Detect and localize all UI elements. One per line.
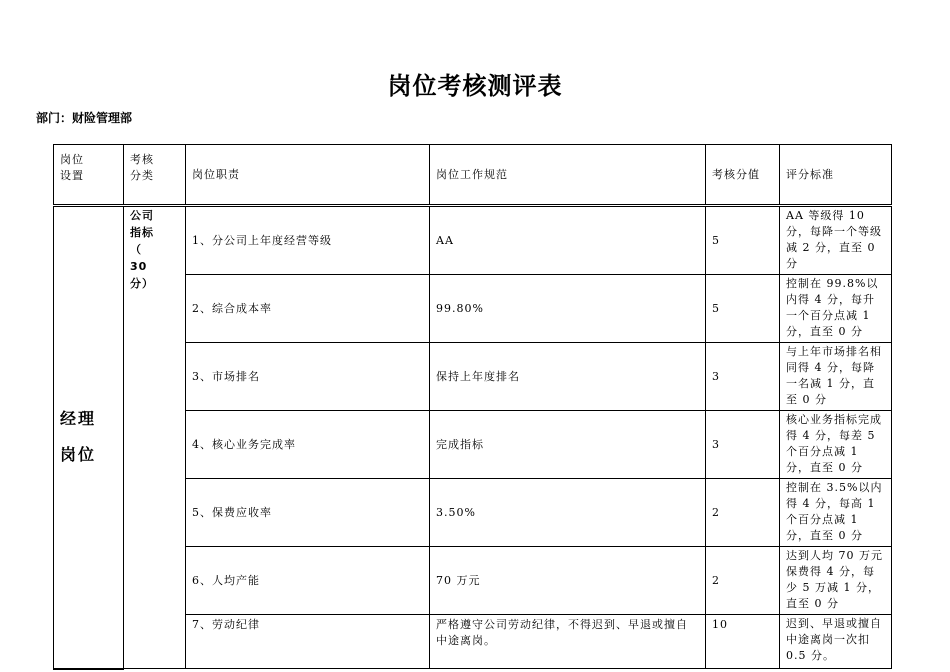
department-label: 部门：财险管理部: [36, 111, 133, 125]
norm-cell: 70 万元: [430, 547, 706, 615]
duty-cell: 5、保费应收率: [186, 479, 430, 547]
score-cell: 3: [706, 343, 780, 411]
duty-cell: 7、劳动纪律: [186, 615, 430, 669]
header-category: [124, 145, 186, 206]
header-score: 考核分值: [706, 145, 780, 206]
score-cell: 2: [706, 479, 780, 547]
header-duty: 岗位职责: [186, 145, 430, 206]
duty-cell: 4、核心业务完成率: [186, 411, 430, 479]
criteria-cell: 达到人均 70 万元保费得 4 分，每少 5 万减 1 分，直至 0 分: [780, 547, 892, 615]
evaluation-table: [53, 144, 892, 670]
criteria-cell: 核心业务指标完成得 4 分，每差 5 个百分点减 1 分，直至 0 分: [780, 411, 892, 479]
duty-cell: 3、市场排名: [186, 343, 430, 411]
norm-cell: 保持上年度排名: [430, 343, 706, 411]
table-header-row: [54, 145, 892, 206]
score-cell: 5: [706, 275, 780, 343]
score-cell: 10: [706, 615, 780, 669]
category-line3: （ 30: [130, 243, 166, 273]
score-cell: 5: [706, 206, 780, 275]
category-line1: 公司: [130, 209, 154, 222]
criteria-cell: 控制在 3.5%以内得 4 分，每高 1 个百分点减 1 分，直至 0 分: [780, 479, 892, 547]
duty-cell: 1、分公司上年度经营等级: [186, 206, 430, 275]
norm-cell: 严格遵守公司劳动纪律，不得迟到、早退或擅自中途离岗。: [430, 615, 706, 669]
norm-cell: 99.80%: [430, 275, 706, 343]
position-cell: [54, 206, 124, 669]
norm-cell: 完成指标: [430, 411, 706, 479]
header-category-line2: 分类: [130, 169, 154, 182]
header-position: [54, 145, 124, 206]
category-cell: [124, 206, 186, 669]
category-line4: 分）: [130, 277, 154, 290]
score-cell: 3: [706, 411, 780, 479]
header-position-line2: 设置: [60, 169, 84, 182]
norm-cell: 3.50%: [430, 479, 706, 547]
position-name-line1: 经理: [60, 409, 97, 429]
header-norm: 岗位工作规范: [430, 145, 706, 206]
score-cell: 2: [706, 547, 780, 615]
header-position-line1: 岗位: [60, 153, 84, 166]
header-criteria: 评分标准: [780, 145, 892, 206]
page-title: 岗位考核测评表: [387, 72, 563, 100]
duty-cell: 2、综合成本率: [186, 275, 430, 343]
table-row: [54, 206, 892, 275]
category-line2: 指标: [130, 226, 154, 239]
header-category-line1: 考核: [130, 153, 154, 166]
criteria-cell: 与上年市场排名相同得 4 分，每降一名减 1 分，直至 0 分: [780, 343, 892, 411]
duty-cell: 6、人均产能: [186, 547, 430, 615]
position-name-line2: 岗位: [60, 445, 97, 465]
criteria-cell: 迟到、早退或擅自中途离岗一次扣 0.5 分。: [780, 615, 892, 669]
criteria-cell: AA 等级得 10 分，每降一个等级减 2 分，直至 0 分: [780, 206, 892, 275]
norm-cell: AA: [430, 206, 706, 275]
criteria-cell: 控制在 99.8%以内得 4 分，每升一个百分点减 1 分，直至 0 分: [780, 275, 892, 343]
